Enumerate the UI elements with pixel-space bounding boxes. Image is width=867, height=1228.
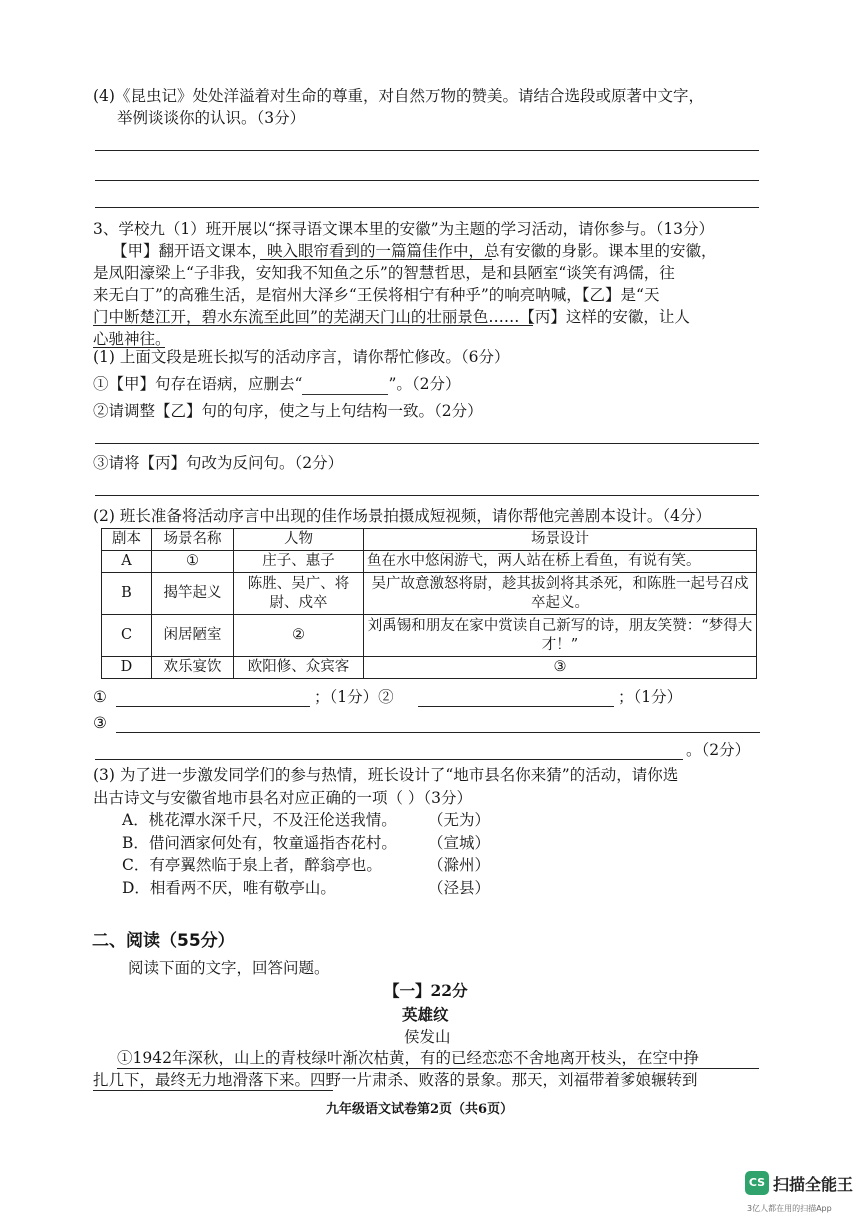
table-cell: 吴广故意激怒将尉，趁其拔剑将其杀死，和陈胜一起号召戍卒起义。 <box>364 573 757 615</box>
underline-mark <box>117 1068 759 1069</box>
q3-sub1b: ②请调整【乙】句的句序，使之与上句结构一致。（2分） <box>93 402 483 420</box>
article-author: 侯发山 <box>404 1028 451 1046</box>
option-b: B．借问酒家何处有，牧童遥指杏花村。 <box>122 834 397 852</box>
script-table <box>101 528 757 679</box>
answer-3-score: 。（2分） <box>686 741 751 759</box>
passage-line: 门中断楚江开，碧水东流至此回”的芜湖天门山的壮丽景色……【丙】这样的安徽，让人 <box>93 308 690 326</box>
table-cell: C <box>102 615 152 657</box>
q4-line1: (4)《昆虫记》处处洋溢着对生命的尊重，对自然万物的赞美。请结合选段或原著中文字， <box>93 87 704 105</box>
table-cell: A <box>102 551 152 573</box>
answer-3-field[interactable] <box>116 732 760 733</box>
camscanner-logo: CS <box>745 1171 769 1195</box>
option-c-place: （滁州） <box>428 856 491 874</box>
answer-line <box>95 150 759 151</box>
table-header: 人物 <box>234 529 364 551</box>
table-cell: D <box>102 657 152 679</box>
article-para-line1: ①1942年深秋，山上的青枝绿叶渐次枯黄，有的已经恋恋不舍地离开枝头，在空中挣 <box>117 1049 699 1067</box>
table-header: 场景设计 <box>364 529 757 551</box>
q4-line2: 举例谈谈你的认识。（3分） <box>117 109 306 127</box>
q3-intro: 3、学校九（1）班开展以“探寻语文课本里的安徽”为主题的学习活动，请你参与。（13分） <box>93 220 715 238</box>
table-cell: 欢乐宴饮 <box>152 657 234 679</box>
option-c: C．有亭翼然临于泉上者，醉翁亭也。 <box>122 856 382 874</box>
q3-sub2: (2) 班长准备将活动序言中出现的佳作场景拍摄成短视频，请你帮他完善剧本设计。（4分） <box>93 507 711 525</box>
answer-1-label: ① <box>93 688 107 706</box>
option-d: D．相看两不厌，唯有敬亭山。 <box>122 879 336 897</box>
underline-mark <box>260 259 492 260</box>
table-row <box>102 657 757 679</box>
answer-line <box>95 495 759 496</box>
q3-sub1: (1) 上面文段是班长拟写的活动序言，请你帮忙修改。（6分） <box>93 348 510 366</box>
q3-sub1c: ③请将【丙】句改为反问句。（2分） <box>93 454 344 472</box>
table-cell: 陈胜、吴广、将尉、戍卒 <box>234 573 364 615</box>
passage-line: 心驰神往。 <box>93 330 171 348</box>
q3-sub3-line2: 出古诗文与安徽省地市县名对应正确的一项（ ）（3分） <box>93 789 473 807</box>
reading-instruction: 阅读下面的文字，回答问题。 <box>128 959 330 977</box>
article-title: 英雄纹 <box>402 1005 449 1024</box>
watermark-name: 扫描全能王 <box>773 1175 854 1194</box>
section-heading: 二、阅读（55分） <box>92 931 235 951</box>
table-cell: ③ <box>364 657 757 679</box>
table-cell: 揭竿起义 <box>152 573 234 615</box>
option-a: A．桃花潭水深千尺，不及汪伦送我情。 <box>122 811 397 829</box>
watermark-slogan: 3亿人都在用的扫描App <box>747 1204 832 1213</box>
table-row <box>102 551 757 573</box>
option-b-place: （宣城） <box>428 834 491 852</box>
table-cell: ② <box>234 615 364 657</box>
answer-line <box>95 443 759 444</box>
article-para-line2: 扎几下，最终无力地滑落下来。四野一片肃杀、败落的景象。那天，刘福带着爹娘辗转到 <box>93 1071 698 1089</box>
passage-line: 是凤阳濠梁上“子非我，安知我不知鱼之乐”的智慧哲思，是和县陋室“谈笑有鸿儒，往 <box>93 264 675 282</box>
answer-3-label: ③ <box>93 714 107 732</box>
page-footer: 九年级语文试卷第2页（共6页） <box>326 1102 514 1117</box>
underline-mark <box>93 1090 333 1091</box>
answer-3-field-cont[interactable] <box>95 759 683 760</box>
q3-sub3-line1: (3) 为了进一步激发同学们的参与热情，班长设计了“地市县名你来猜”的活动，请你选 <box>93 766 679 784</box>
table-cell: 庄子、惠子 <box>234 551 364 573</box>
passage-line: 来无白丁”的高雅生活，是宿州大泽乡“王侯将相宁有种乎”的响亮呐喊，【乙】是“天 <box>93 286 660 304</box>
table-cell: 闲居陋室 <box>152 615 234 657</box>
table-header: 剧本 <box>102 529 152 551</box>
answer-line <box>95 180 759 181</box>
blank-field[interactable] <box>302 379 388 395</box>
answer-2-score: ；（1分） <box>618 688 683 706</box>
table-header: 场景名称 <box>152 529 234 551</box>
table-cell: 刘禹锡和朋友在家中赏读自己新写的诗，朋友笑赞：“梦得大才！” <box>364 615 757 657</box>
part-label: 【一】22分 <box>384 981 468 1000</box>
answer-1-field[interactable] <box>116 706 310 707</box>
table-cell: B <box>102 573 152 615</box>
table-header-row <box>102 529 757 551</box>
table-row <box>102 615 757 657</box>
option-a-place: （无为） <box>428 811 491 829</box>
table-cell: 欧阳修、众宾客 <box>234 657 364 679</box>
underline-mark <box>93 325 533 326</box>
answer-1-score: ；（1分）② <box>314 688 394 706</box>
table-row <box>102 573 757 615</box>
answer-line <box>95 207 759 208</box>
table-cell: 鱼在水中悠闲游弋，两人站在桥上看鱼，有说有笑。 <box>364 551 757 573</box>
option-d-place: （泾县） <box>428 879 491 897</box>
answer-2-field[interactable] <box>418 706 614 707</box>
table-cell: ① <box>152 551 234 573</box>
passage-line: 【甲】翻开语文课本，映入眼帘看到的一篇篇佳作中，总有安徽的身影。课本里的安徽， <box>112 242 717 260</box>
q3-sub1a: ①【甲】句存在语病，应删去“ ”。（2分） <box>93 375 461 393</box>
